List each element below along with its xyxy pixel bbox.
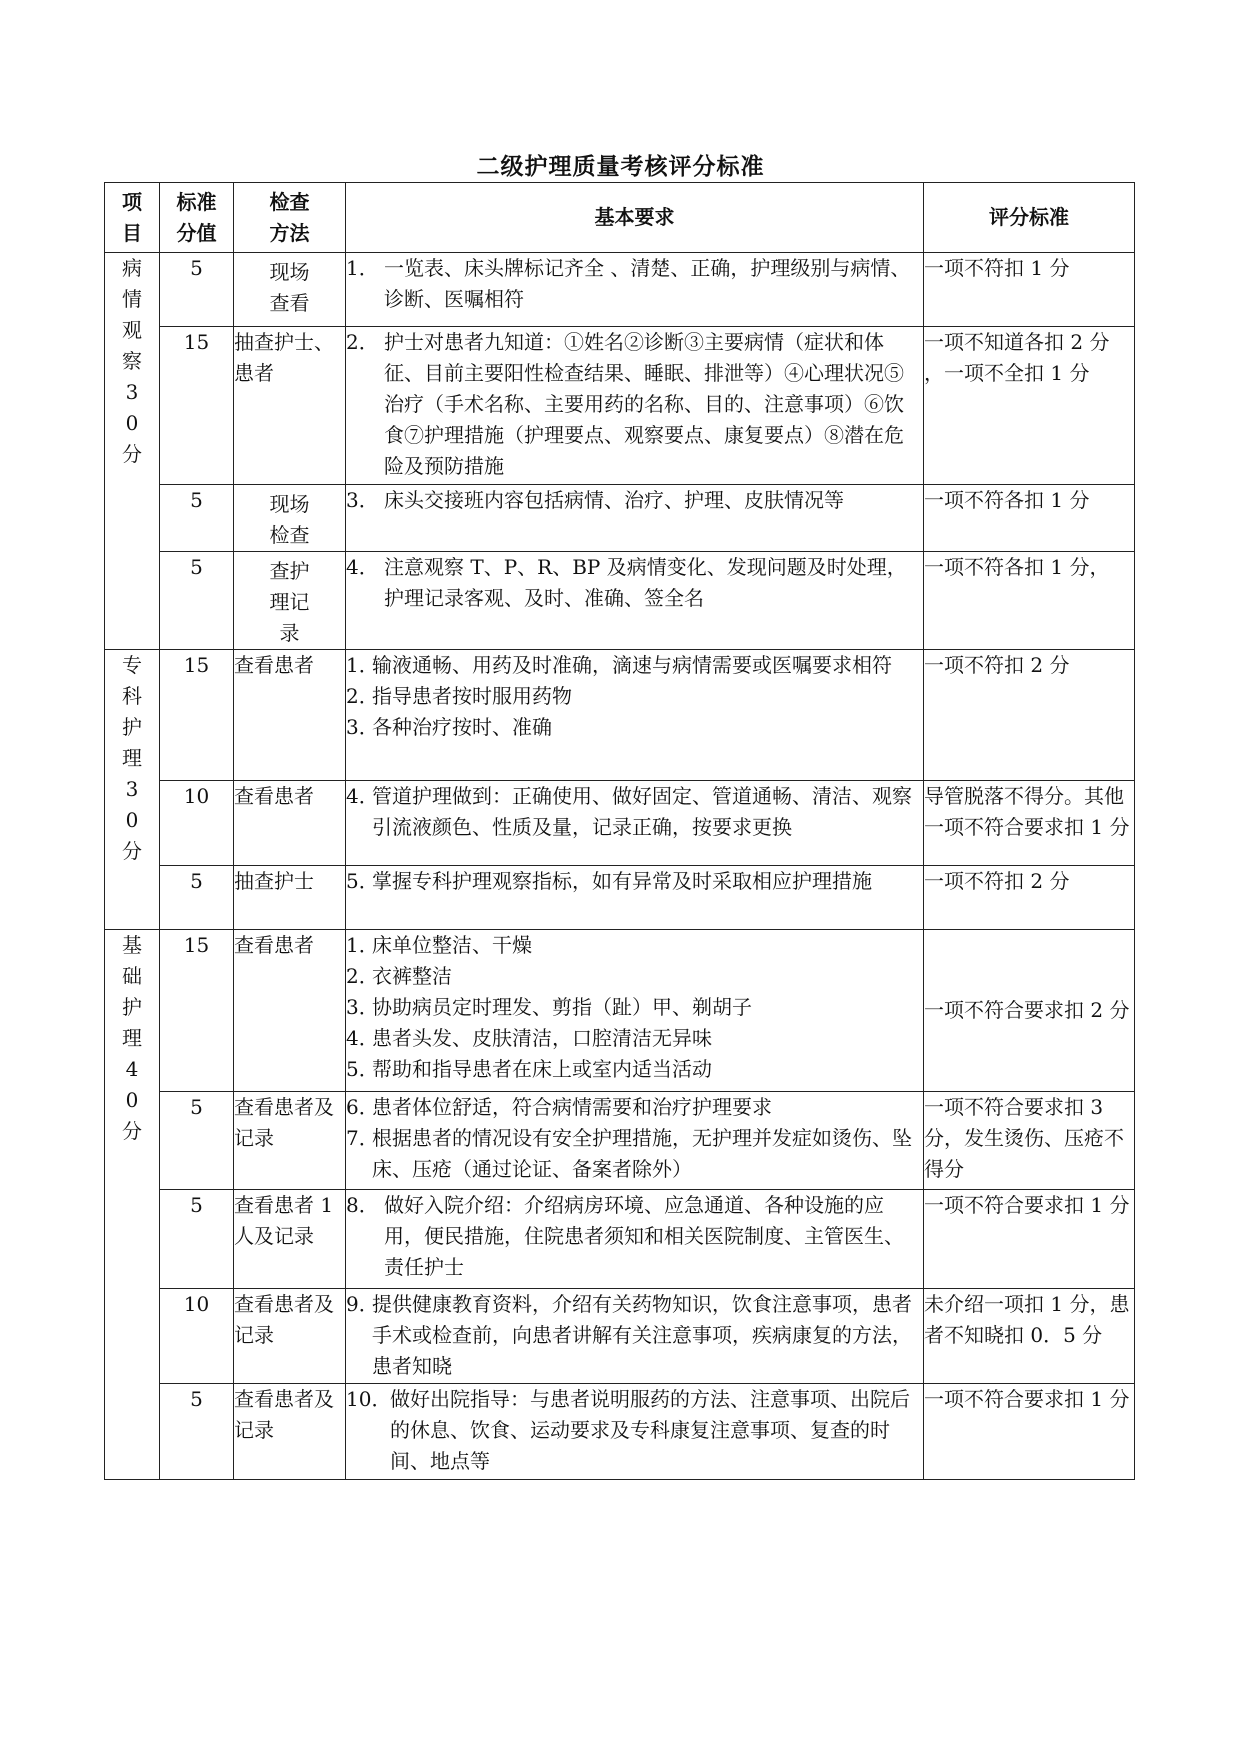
table-row [105,1384,1135,1480]
standard-cell: 未介绍一项扣 1 分，患者不知晓扣 0．5 分 [924,1289,1135,1384]
method-cell: 抽查护士、患者 [234,327,346,485]
table-row [105,485,1135,552]
section-name: 基础护理40分 [122,933,142,1143]
requirement-item [346,552,923,614]
item-text: 做好入院介绍：介绍病房环境、应急通道、各种设施的应用，便民措施，住院患者须知和相关医院制度、主管医生、责任护士 [384,1193,904,1279]
standard-cell: 一项不符合要求扣 1 分 [924,1384,1135,1480]
table-row [105,1092,1135,1190]
method-cell: 查看患者及记录 [234,1092,346,1190]
item-number: 1． [346,256,379,280]
item-text: 床单位整洁、干燥 [372,933,532,957]
item-number: 1． [346,653,379,677]
table-row [105,1190,1135,1289]
item-text: 掌握专科护理观察指标，如有异常及时采取相应护理措施 [372,869,872,893]
requirement-cell [346,781,924,866]
requirement-cell [346,1384,924,1480]
item-number: 3． [346,488,379,512]
standard-cell: 一项不知道各扣 2 分 ，一项不全扣 1 分 [924,327,1135,485]
section-name: 病情观察30分 [122,256,142,466]
requirement-cell [346,1289,924,1384]
item-text: 患者头发、皮肤清洁，口腔清洁无异味 [372,1026,712,1050]
item-number: 5． [346,869,379,893]
requirement-cell [346,485,924,552]
score-cell: 10 [160,1289,234,1384]
scoring-table [104,182,1135,1480]
requirement-cell [346,1092,924,1190]
header-project: 项目 [105,183,160,253]
method-cell: 查看患者及记录 [234,1289,346,1384]
requirement-item [346,992,923,1023]
requirement-item [346,1289,923,1382]
method-cell: 现场检查 [234,485,346,552]
item-text: 根据患者的情况设有安全护理措施，无护理并发症如烫伤、坠床、压疮（通过论证、备案者除外） [372,1126,912,1181]
item-number: 2． [346,330,379,354]
item-text: 各种治疗按时、准确 [372,715,552,739]
score-cell: 5 [160,1092,234,1190]
score-cell: 5 [160,866,234,930]
item-number: 8． [346,1193,379,1217]
item-text: 做好出院指导：与患者说明服药的方法、注意事项、出院后的休息、饮食、运动要求及专科康复注意事项、复查的时间、地点等 [390,1387,910,1473]
table-row [105,650,1135,781]
item-number: 2． [346,964,379,988]
table-row [105,253,1135,327]
requirement-cell [346,1190,924,1289]
item-number: 4． [346,1026,379,1050]
item-text: 提供健康教育资料，介绍有关药物知识，饮食注意事项，患者手术或检查前，向患者讲解有关注意事项，疾病康复的方法，患者知晓 [372,1292,912,1378]
table-row [105,930,1135,1092]
section-name-cell [105,930,160,1480]
score-cell: 5 [160,253,234,327]
requirement-cell [346,930,924,1092]
header-standard: 评分标准 [924,183,1135,253]
item-text: 指导患者按时服用药物 [372,684,572,708]
item-number: 6． [346,1095,379,1119]
standard-cell: 一项不符合要求扣 3 分，发生烫伤、压疮不得分 [924,1092,1135,1190]
table-header-row [105,183,1135,253]
requirement-item [346,1054,923,1085]
item-text: 注意观察 T、P、R、BP 及病情变化、发现问题及时处理，护理记录客观、及时、准确、签全名 [384,555,907,610]
table-body [105,253,1135,1480]
item-number: 4． [346,784,379,808]
item-number: 1． [346,933,379,957]
header-score: 标准分值 [160,183,234,253]
standard-cell: 一项不符扣 2 分 [924,866,1135,930]
standard-cell: 一项不符各扣 1 分， [924,552,1135,650]
score-cell: 5 [160,552,234,650]
item-text: 协助病员定时理发、剪指（趾）甲、剃胡子 [372,995,752,1019]
item-number: 3． [346,715,379,739]
item-text: 护士对患者九知道：①姓名②诊断③主要病情（症状和体征、目前主要阳性检查结果、睡眠、排泄等）④心理状况⑤治疗（手术名称、主要用药的名称、目的、注意事项）⑥饮食⑦护理措施（护理要点、观察要点、康复要点）⑧潜在危险及预防措施 [384,330,904,478]
requirement-item [346,1092,923,1123]
requirement-item [346,1190,923,1283]
requirement-item [346,961,923,992]
score-cell: 10 [160,781,234,866]
requirement-cell [346,650,924,781]
requirement-item [346,866,923,897]
requirement-item [346,1023,923,1054]
method-cell: 查看患者 [234,781,346,866]
section-name-cell [105,650,160,930]
standard-cell: 导管脱落不得分。其他一项不符合要求扣 1 分 [924,781,1135,866]
requirement-item [346,1123,923,1185]
table-row [105,327,1135,485]
method-cell: 抽查护士 [234,866,346,930]
item-number: 5． [346,1057,379,1081]
header-method: 检查方法 [234,183,346,253]
section-name-cell [105,253,160,650]
table-row [105,866,1135,930]
table-row [105,552,1135,650]
requirement-item [346,1384,923,1477]
method-cell: 查看患者 1 人及记录 [234,1190,346,1289]
method-cell: 查看患者 [234,930,346,1092]
item-number: 4． [346,555,379,579]
item-text: 一览表、床头牌标记齐全 、清楚、正确，护理级别与病情、诊断、医嘱相符 [384,256,911,311]
requirement-item [346,485,923,516]
standard-cell: 一项不符扣 1 分 [924,253,1135,327]
standard-cell: 一项不符扣 2 分 [924,650,1135,781]
requirement-item [346,253,923,315]
requirement-cell [346,327,924,485]
item-number: 10． [346,1387,392,1411]
requirement-cell [346,866,924,930]
standard-cell: 一项不符各扣 1 分 [924,485,1135,552]
section-name: 专科护理30分 [122,653,142,863]
item-text: 管道护理做到：正确使用、做好固定、管道通畅、清洁、观察引流液颜色、性质及量，记录正确，按要求更换 [372,784,912,839]
item-text: 衣裤整洁 [372,964,452,988]
item-text: 帮助和指导患者在床上或室内适当活动 [372,1057,712,1081]
requirement-item [346,327,923,482]
requirement-item [346,650,923,681]
requirement-item [346,712,923,743]
item-text: 输液通畅、用药及时准确，滴速与病情需要或医嘱要求相符 [372,653,892,677]
item-text: 患者体位舒适，符合病情需要和治疗护理要求 [372,1095,772,1119]
method-cell: 查看患者及记录 [234,1384,346,1480]
requirement-item [346,681,923,712]
requirement-cell [346,253,924,327]
item-number: 7． [346,1126,379,1150]
method-cell: 查护理记录 [234,552,346,650]
score-cell: 5 [160,1384,234,1480]
standard-cell: 一项不符合要求扣 1 分 [924,1190,1135,1289]
item-number: 3． [346,995,379,1019]
table-row [105,781,1135,866]
item-number: 9． [346,1292,379,1316]
score-cell: 15 [160,650,234,781]
table-row [105,1289,1135,1384]
method-cell: 现场查看 [234,253,346,327]
score-cell: 5 [160,485,234,552]
requirement-cell [346,552,924,650]
header-requirement: 基本要求 [346,183,924,253]
score-cell: 5 [160,1190,234,1289]
requirement-item [346,930,923,961]
score-cell: 15 [160,327,234,485]
document-title: 二级护理质量考核评分标准 [476,154,765,180]
item-number: 2． [346,684,379,708]
standard-cell: 一项不符合要求扣 2 分 [924,930,1135,1092]
score-cell: 15 [160,930,234,1092]
requirement-item [346,781,923,843]
method-cell: 查看患者 [234,650,346,781]
item-text: 床头交接班内容包括病情、治疗、护理、皮肤情况等 [384,488,844,512]
